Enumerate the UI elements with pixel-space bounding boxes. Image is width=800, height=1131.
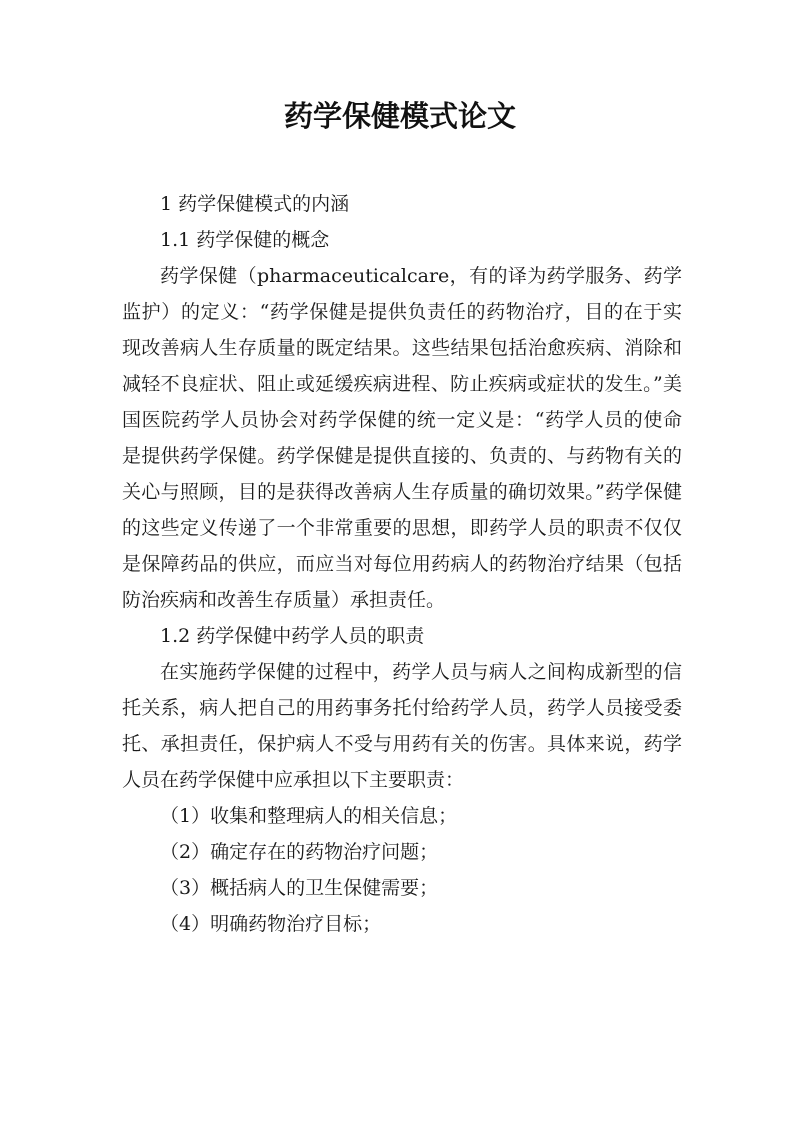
subsection-heading: 1.1 药学保健的概念 <box>160 229 330 251</box>
section-heading: 1 药学保健模式的内涵 <box>160 193 350 215</box>
list-item: （2）确定存在的药物治疗问题； <box>160 841 439 863</box>
list-item: （1）收集和整理病人的相关信息； <box>160 805 458 827</box>
body-paragraph: 在实施药学保健的过程中，药学人员与病人之间构成新型的信托关系，病人把自己的用药事务托付给药学人员，药学人员接受委托、承担责任，保护病人不受与用药有关的伤害。具体来说，药学人员在药学保健中应承担以下主要职责： <box>122 661 682 791</box>
document-body <box>122 186 682 942</box>
list-item: （4）明确药物治疗目标； <box>160 913 382 935</box>
list-item: （3）概括病人的卫生保健需要； <box>160 877 439 899</box>
subsection-heading: 1.2 药学保健中药学人员的职责 <box>160 625 425 647</box>
body-paragraph: 药学保健（pharmaceuticalcare，有的译为药学服务、药学监护）的定义：“药学保健是提供负责任的药物治疗，目的在于实现改善病人生存质量的既定结果。这些结果包括治愈疾病、消除和减轻不良症状、阻止或延缓疾病进程、防止疾病或症状的发生。”美国医院药学人员协会对药学保健的统一定义是：“药学人员的使命是提供药学保健。药学保健是提供直接的、负责的、与药物有关的关心与照顾，目的是获得改善病人生存质量的确切效果。”药学保健的这些定义传递了一个非常重要的思想，即药学人员的职责不仅仅是保障药品的供应，而应当对每位用药病人的药物治疗结果（包括防治疾病和改善生存质量）承担责任。 <box>122 265 682 611</box>
document-title: 药学保健模式论文 <box>283 99 516 133</box>
